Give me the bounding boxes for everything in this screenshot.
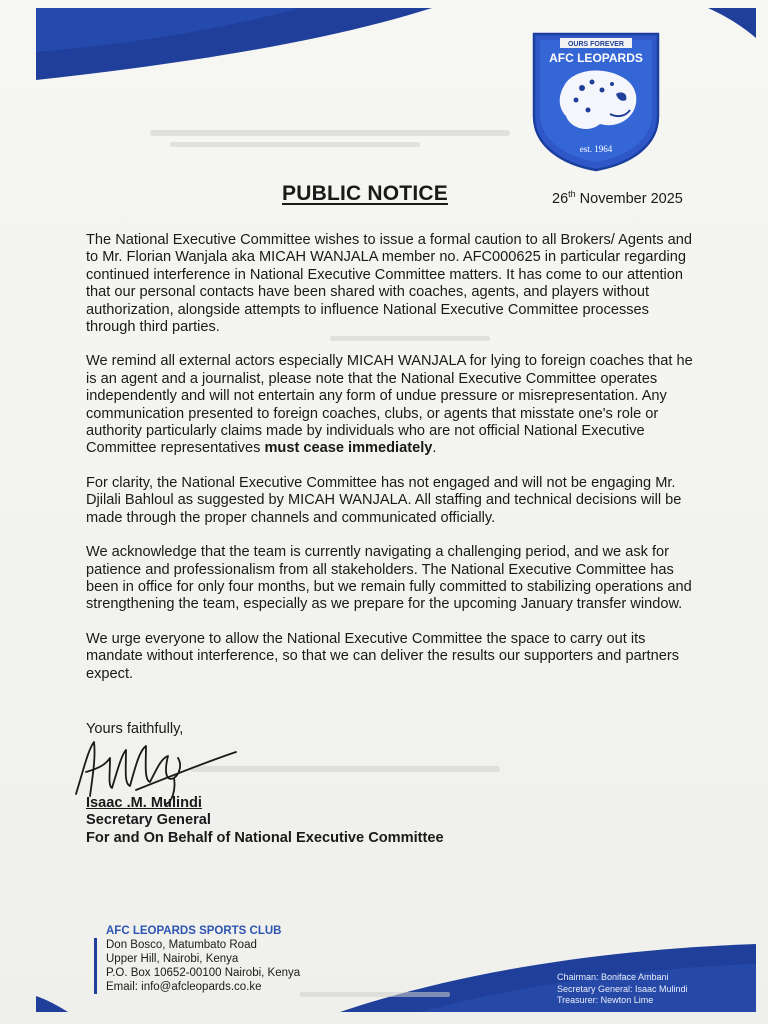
officer-chairman: Chairman: Boniface Ambani [557, 972, 669, 982]
officer-treasurer: Treasurer: Newton Lime [557, 995, 654, 1005]
address-line-1: Don Bosco, Matumbato Road [106, 939, 257, 951]
club-name: AFC LEOPARDS SPORTS CLUB [106, 925, 282, 937]
leopard-head-icon [560, 71, 637, 130]
paragraph-urge: We urge everyone to allow the National Executive Committee the space to carry out its mandate without interference, so that we can deliver the results our supporters and partners expect. [86, 630, 679, 682]
crest-name-text: AFC LEOPARDS [549, 51, 643, 65]
date-suffix: th [568, 189, 576, 199]
page-title: PUBLIC NOTICE [282, 182, 448, 205]
address-line-2: Upper Hill, Nairobi, Kenya [106, 953, 239, 965]
paragraph-acknowledge: We acknowledge that the team is currently navigating a challenging period, and we ask for patience and professionalism from all stakeholders. The National Executive Committee has been in office for only four months, but we remain fully committed to stabilizing operations and strengthening the team, especially as we prepare for the upcoming January transfer window. [86, 544, 692, 613]
email-line: Email: info@afcleopards.co.ke [106, 981, 262, 993]
address-line-3: P.O. Box 10652-00100 Nairobi, Kenya [106, 967, 301, 979]
notice-body [86, 232, 696, 700]
closing-line: Yours faithfully, [86, 721, 184, 737]
club-address [106, 924, 300, 994]
club-officers [557, 972, 688, 1007]
officer-secretary: Secretary General: Isaac Mulindi [557, 983, 688, 994]
paragraph-remind-emphasis: must cease immediately [264, 440, 433, 457]
paragraph-remind-text: We remind all external actors especially MICAH WANJALA for lying to foreign coaches that he is an agent and a journalist, please note that the National Executive Committee operates independently and will not entertain any form of undue pressure or misrepresentation. Any communication presented to foreign coaches, clubs, or agents that misstate one's role or authority particularly claims made by individuals who are not official National Executive Committee representatives [86, 353, 693, 457]
paragraph-clarity: For clarity, the National Executive Committee has not engaged and will not be engaging Mr. Djilali Bahloul as suggested by MICAH WANJALA. All staffing and technical decisions will be made through the proper channels and communicated officially. [86, 474, 682, 526]
top-right-swoosh [708, 8, 756, 38]
signatory-role: Secretary General [86, 812, 211, 829]
date-rest: November 2025 [575, 190, 683, 207]
date-day: 26 [552, 190, 569, 207]
paragraph-remind-end: . [432, 440, 437, 457]
signature-block [86, 795, 444, 847]
paragraph-remind [86, 353, 696, 457]
crest-banner-text: OURS FOREVER [567, 41, 625, 48]
paragraph-caution: The National Executive Committee wishes to issue a formal caution to all Brokers/ Agents and to Mr. Florian Wanjala aka MICAH WANJALA member no. AFC000625 in particular regarding continued interference in National Executive Committee matters. It has come to our attention that our personal contacts have been shared with coaches, agents, and players without authorization, alongside attempts to influence National Executive Committee processes through third parties. [86, 232, 692, 336]
signatory-behalf: For and On Behalf of National Executive Committee [86, 829, 444, 846]
afc-leopards-crest [530, 24, 662, 172]
signatory-name: Isaac .M. Mulindi [86, 795, 202, 811]
crest-est-text: est. 1964 [579, 144, 613, 154]
bottom-left-swoosh [36, 996, 68, 1012]
notice-date [552, 189, 683, 207]
footer-divider [94, 938, 97, 994]
